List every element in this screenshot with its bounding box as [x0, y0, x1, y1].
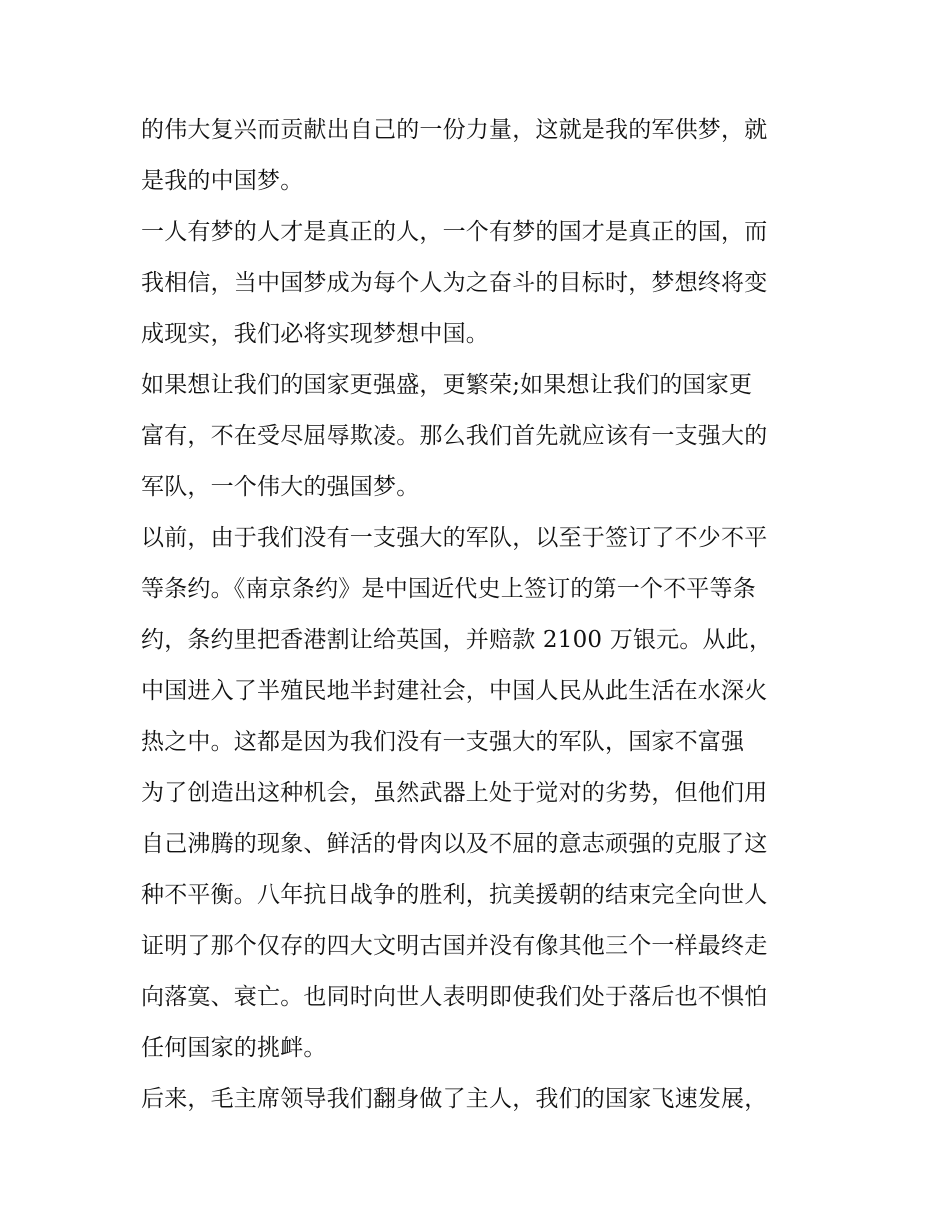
text-line: 成现实，我们必将实现梦想中国。	[141, 321, 489, 347]
text-line: 自己沸腾的现象、鲜活的骨肉以及不屈的意志顽强的克服了这	[141, 831, 768, 857]
text-line: 以前，由于我们没有一支强大的军队，以至于签订了不少不平	[141, 525, 768, 551]
text-line: 后来，毛主席领导我们翻身做了主人，我们的国家飞速发展，	[141, 1086, 768, 1112]
text-line: 任何国家的挑衅。	[141, 1035, 327, 1061]
text-line: 是我的中国梦。	[141, 168, 304, 194]
text-line: 约，条约里把香港割让给英国，并赔款 2100 万银元。从此，	[141, 627, 773, 653]
text-line: 的伟大复兴而贡献出自己的一份力量，这就是我的军供梦，就	[141, 117, 768, 143]
text-line: 向落寞、衰亡。也同时向世人表明即使我们处于落后也不惧怕	[141, 984, 768, 1010]
text-line: 我相信，当中国梦成为每个人为之奋斗的目标时，梦想终将变	[141, 270, 768, 296]
text-line: 一人有梦的人才是真正的人，一个有梦的国才是真正的国，而	[141, 219, 768, 245]
document-body	[141, 105, 821, 1125]
text-line: 军队，一个伟大的强国梦。	[141, 474, 420, 500]
text-line: 富有，不在受尽屈辱欺凌。那么我们首先就应该有一支强大的	[141, 423, 768, 449]
text-line: 如果想让我们的国家更强盛，更繁荣;如果想让我们的国家更	[141, 372, 753, 398]
text-line: 为了创造出这种机会，虽然武器上处于觉对的劣势，但他们用	[141, 780, 768, 806]
text-line: 中国进入了半殖民地半封建社会，中国人民从此生活在水深火	[141, 678, 768, 704]
text-line: 证明了那个仅存的四大文明古国并没有像其他三个一样最终走	[141, 933, 768, 959]
text-line: 种不平衡。八年抗日战争的胜利，抗美援朝的结束完全向世人	[141, 882, 768, 908]
text-line: 等条约。《南京条约》是中国近代史上签订的第一个不平等条	[141, 576, 756, 602]
text-line: 热之中。这都是因为我们没有一支强大的军队，国家不富强	[141, 729, 745, 755]
